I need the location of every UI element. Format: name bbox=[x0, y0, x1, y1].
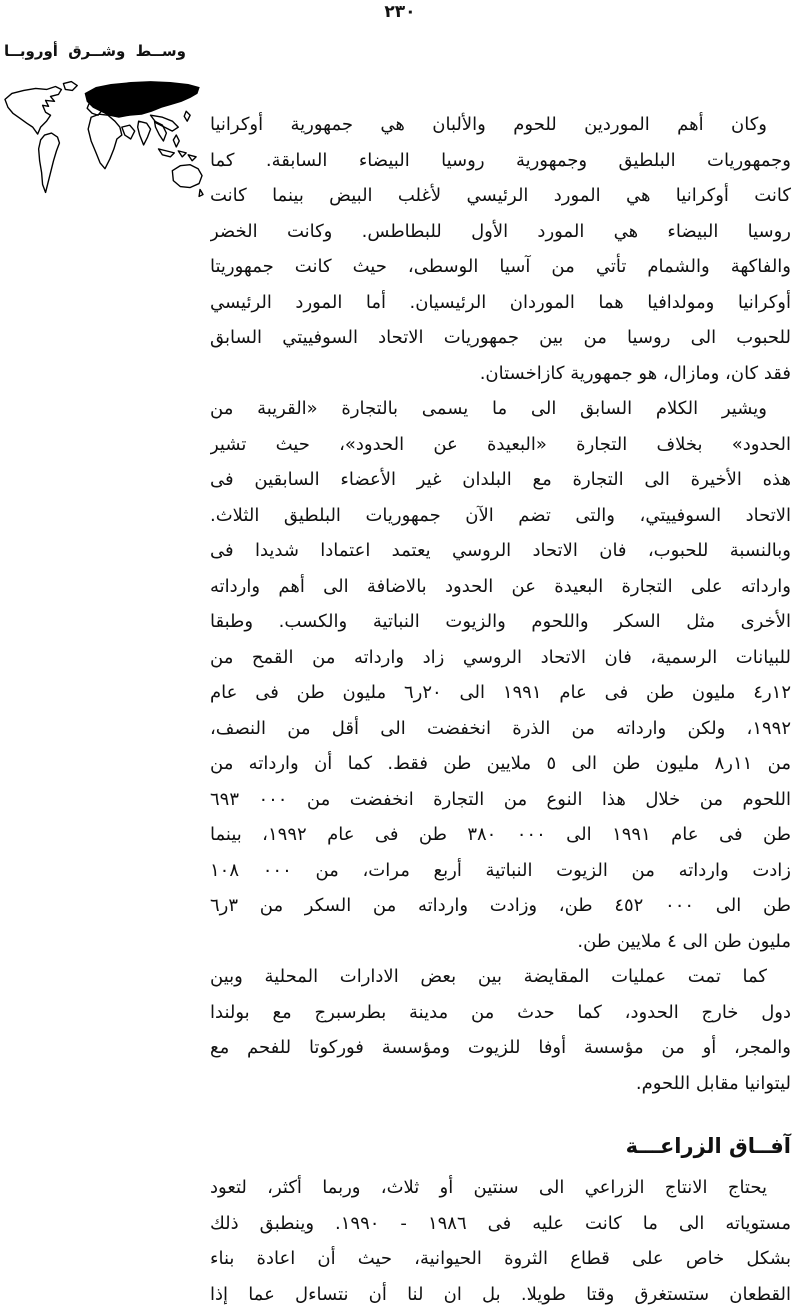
text-line: الاتحاد السوفييتي، والتى تضم الآن جمهوريات البلطيق الثلاث. bbox=[210, 498, 791, 534]
section-heading: آفــاق الزراعـــة bbox=[210, 1128, 791, 1164]
paragraph bbox=[210, 391, 791, 959]
highlighted-region bbox=[85, 82, 199, 118]
text-line: ١٩٩٢، ولكن وارداته من الذرة انخفضت الى أقل من النصف، bbox=[210, 711, 791, 747]
text-line: أوكرانيا ومولدافيا هما الموردان الرئيسيان. أما المورد الرئيسي bbox=[210, 285, 791, 321]
paragraphs-after-heading bbox=[210, 1170, 791, 1312]
text-line: يحتاج الانتاج الزراعي الى سنتين أو ثلاث، وربما أكثر، لتعود bbox=[210, 1170, 791, 1206]
paragraph bbox=[210, 1170, 791, 1312]
text-line: كانت أوكرانيا هي المورد الرئيسي لأغلب البيض بينما كانت bbox=[210, 178, 791, 214]
margin-header: وســط وشــرق أوروبــا bbox=[4, 42, 186, 60]
text-line: والفاكهة والشمام تأتي من آسيا الوسطى، حيث كانت جمهوريتا bbox=[210, 249, 791, 285]
text-line: زادت وارداته من الزيوت النباتية أربع مرات، من ٠٠٠ ١٠٨ bbox=[210, 853, 791, 889]
text-line: وجمهوريات البلطيق وجمهورية روسيا البيضاء السابقة. كما bbox=[210, 143, 791, 179]
world-map-icon bbox=[2, 76, 206, 202]
text-line: فقد كان، ومازال، هو جمهورية كازاخستان. bbox=[210, 356, 791, 392]
text-line: مستوياته الى ما كانت عليه فى ١٩٨٦ - ١٩٩٠. وينطبق ذلك bbox=[210, 1206, 791, 1242]
paragraph bbox=[210, 107, 791, 391]
text-line: كما تمت عمليات المقايضة بين بعض الادارات المحلية وبين bbox=[210, 959, 791, 995]
text-line: الحدود» بخلاف التجارة «البعيدة عن الحدود»، حيث تشير bbox=[210, 427, 791, 463]
text-line: روسيا البيضاء هي المورد الأول للبطاطس. وكانت الخضر bbox=[210, 214, 791, 250]
paragraphs-before-heading bbox=[210, 107, 791, 1101]
text-line: القطعان ستستغرق وقتا طويلا. بل ان لنا أن نتساءل عما إذا bbox=[210, 1277, 791, 1312]
text-line: دول خارج الحدود، كما حدث من مدينة بطرسبرج مع بولندا bbox=[210, 995, 791, 1031]
text-line: بشكل خاص على قطاع الثروة الحيوانية، حيث أن اعادة بناء bbox=[210, 1241, 791, 1277]
page-number: ٢٣٠ bbox=[0, 2, 800, 22]
text-line: وارداته على التجارة البعيدة عن الحدود بالاضافة الى أهم وارداته bbox=[210, 569, 791, 605]
text-line: من ١١ر٨ مليون طن الى ٥ ملايين طن فقط. كما أن وارداته من bbox=[210, 746, 791, 782]
text-line: الأخرى مثل السكر واللحوم والزيوت النباتية والكسب. وطبقا bbox=[210, 604, 791, 640]
paragraph bbox=[210, 959, 791, 1101]
text-line: اللحوم من خلال هذا النوع من التجارة انخفضت من ٠٠٠ ٦٩٣ bbox=[210, 782, 791, 818]
text-line: ليتوانيا مقابل اللحوم. bbox=[210, 1066, 791, 1102]
text-line: طن فى عام ١٩٩١ الى ٠٠٠ ٣٨٠ طن فى عام ١٩٩٢، بينما bbox=[210, 817, 791, 853]
text-line: ويشير الكلام السابق الى ما يسمى بالتجارة «القريبة من bbox=[210, 391, 791, 427]
text-line: وبالنسبة للحبوب، فان الاتحاد الروسي يعتمد اعتمادا شديدا فى bbox=[210, 533, 791, 569]
text-line: للبيانات الرسمية، فان الاتحاد الروسي زاد وارداته من القمح من bbox=[210, 640, 791, 676]
text-line: هذه الأخيرة الى التجارة مع البلدان غير الأعضاء السابقين فى bbox=[210, 462, 791, 498]
text-line: للحبوب الى روسيا من بين جمهوريات الاتحاد السوفييتي السابق bbox=[210, 320, 791, 356]
text-line: وكان أهم الموردين للحوم والألبان هي جمهورية أوكرانيا bbox=[210, 107, 791, 143]
text-line: طن الى ٠٠٠ ٤٥٢ طن، وزادت وارداته من السكر من ٣ر٦ bbox=[210, 888, 791, 924]
text-line: ١٢ر٤ مليون طن فى عام ١٩٩١ الى ٢٠ر٦ مليون طن فى عام bbox=[210, 675, 791, 711]
text-line: مليون طن الى ٤ ملايين طن. bbox=[210, 924, 791, 960]
body-text-column bbox=[210, 107, 791, 1312]
text-line: والمجر، أو من مؤسسة أوفا للزيوت ومؤسسة فوركوتا للفحم مع bbox=[210, 1030, 791, 1066]
